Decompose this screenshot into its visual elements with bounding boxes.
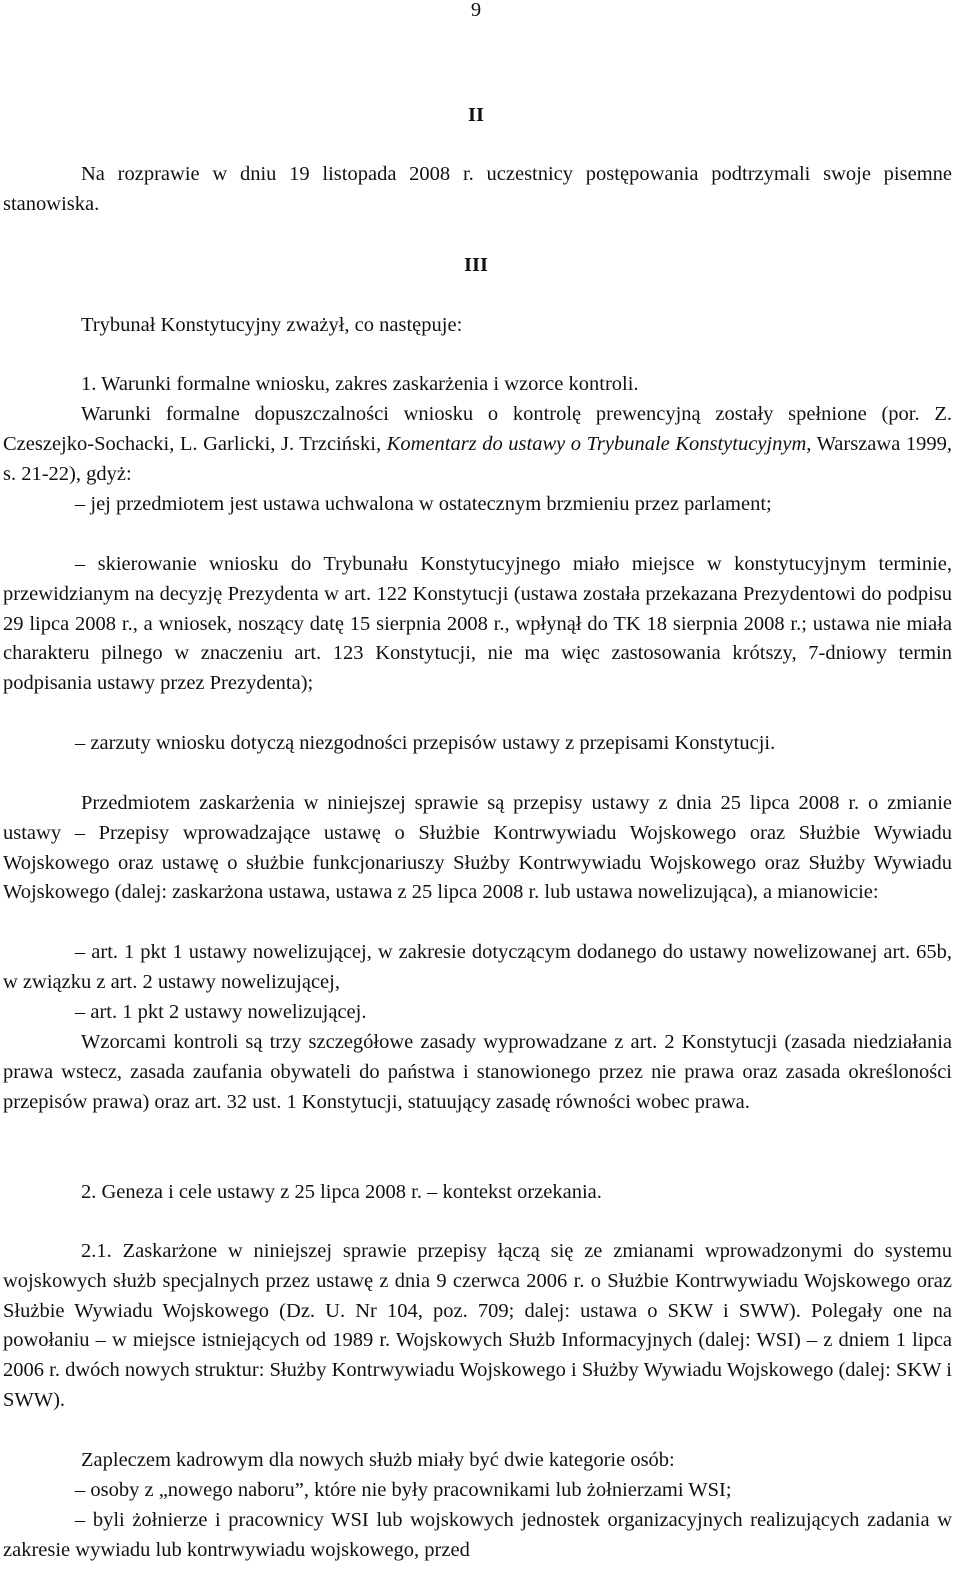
commentary-title: Komentarz do ustawy o Trybunale Konstytucyjnym <box>386 432 807 455</box>
section-heading-iii: III <box>464 254 488 276</box>
point1-title: 1. Warunki formalne wniosku, zakres zaskarżenia i wzorce kontroli. <box>81 373 639 395</box>
list-item-dash-1: – jej przedmiotem jest ustawa uchwalona w ostatecznym brzmieniu przez parlament; <box>75 493 772 515</box>
point2-title: 2. Geneza i cele ustawy z 25 lipca 2008 r. – kontekst orzekania. <box>81 1181 602 1203</box>
list-item-dash-3: – zarzuty wniosku dotyczą niezgodności przepisów ustawy z przepisami Konstytucji. <box>75 732 776 754</box>
paragraph-subject: Przedmiotem zaskarżenia w niniejszej sprawie są przepisy ustawy z dnia 25 lipca 2008 r. o zmianie ustawy – Przepisy wprowadzające ustawę o Służbie Kontrwywiadu Wojskowego oraz Służbie Wywiadu Wojskowego oraz ustawę o służbie funkcjonariuszy Służby Kontrwywiadu Wojskowego oraz Służby Wywiadu Wojskowego (dalej: zaskarżona ustawa, ustawa z 25 lipca 2008 r. lub ustawa nowelizująca), a mianowicie: <box>3 792 952 904</box>
list-item-dash-2: – skierowanie wniosku do Trybunału Konstytucyjnego miało miejsce w konstytucyjnym terminie, przewidzianym na decyzję Prezydenta w art. 122 Konstytucji (ustawa została przekazana Prezydentowi do podpisu 29 lipca 2008 r., a wniosek, noszący datę 15 sierpnia 2008 r., wpłynął do TK 18 sierpnia 2008 r.; ustawa nie miała charakteru pilnego w znaczeniu art. 123 Konstytucji, nie ma więc zastosowania krótszy, 7-dniowy termin podpisania ustawy przez Prezydenta); <box>3 553 952 695</box>
formal-conditions-text-b: , Warszawa 1999, s. 21-22), gdyż: <box>3 432 952 485</box>
paragraph-patterns: Wzorcami kontroli są trzy szczegółowe zasady wyprowadzane z art. 2 Konstytucji (zasada niedziałania prawa wstecz, zasada zaufania obywateli do państwa i stanowionego przez nie prawa oraz zasada określoności przepisów prawa) oraz art. 32 ust. 1 Konstytucji, statuujący zasadę równości wobec prawa. <box>3 1031 952 1113</box>
paragraph-formal-conditions <box>3 400 952 489</box>
page-number: 9 <box>470 0 482 21</box>
list-item-art-1: – art. 1 pkt 1 ustawy nowelizującej, w zakresie dotyczącym dodanego do ustawy nowelizowanej art. 65b, w związku z art. 2 ustawy nowelizującej, <box>3 941 952 993</box>
list-item-staff-2: – byli żołnierze i pracownicy WSI lub wojskowych jednostek organizacyjnych realizujących zadania w zakresie wywiadu lub kontrwywiadu wojskowego, przed <box>3 1509 952 1561</box>
list-item-art-2: – art. 1 pkt 2 ustawy nowelizującej. <box>75 1001 367 1023</box>
paragraph-hearing: Na rozprawie w dniu 19 listopada 2008 r. uczestnicy postępowania podtrzymali swoje pisemne stanowiska. <box>3 163 952 215</box>
section-heading-ii: II <box>468 104 484 126</box>
paragraph-staff: Zapleczem kadrowym dla nowych służb miały być dwie kategorie osób: <box>81 1449 675 1471</box>
paragraph-intro: Trybunał Konstytucyjny zważył, co następuje: <box>81 314 463 336</box>
list-item-staff-1: – osoby z „nowego naboru”, które nie były pracownikami lub żołnierzami WSI; <box>75 1479 732 1501</box>
formal-conditions-text-a: Warunki formalne dopuszczalności wniosku o kontrolę prewencyjną zostały spełnione (por. Z. Czeszejko-Sochacki, L. Garlicki, J. Trzciński, <box>3 403 952 455</box>
paragraph-2-1: 2.1. Zaskarżone w niniejszej sprawie przepisy łączą się ze zmianami wprowadzonymi do systemu wojskowych służb specjalnych przez ustawę z dnia 9 czerwca 2006 r. o Służbie Kontrwywiadu Wojskowego oraz Służbie Wywiadu Wojskowego (Dz. U. Nr 104, poz. 709; dalej: ustawa o SKW i SWW). Polegały one na powołaniu – w miejsce istniejących od 1989 r. Wojskowych Służb Informacyjnych (dalej: WSI) – z dniem 1 lipca 2006 r. dwóch nowych struktur: Służby Kontrwywiadu Wojskowego i Służby Wywiadu Wojskowego (dalej: SKW i SWW). <box>3 1240 952 1411</box>
